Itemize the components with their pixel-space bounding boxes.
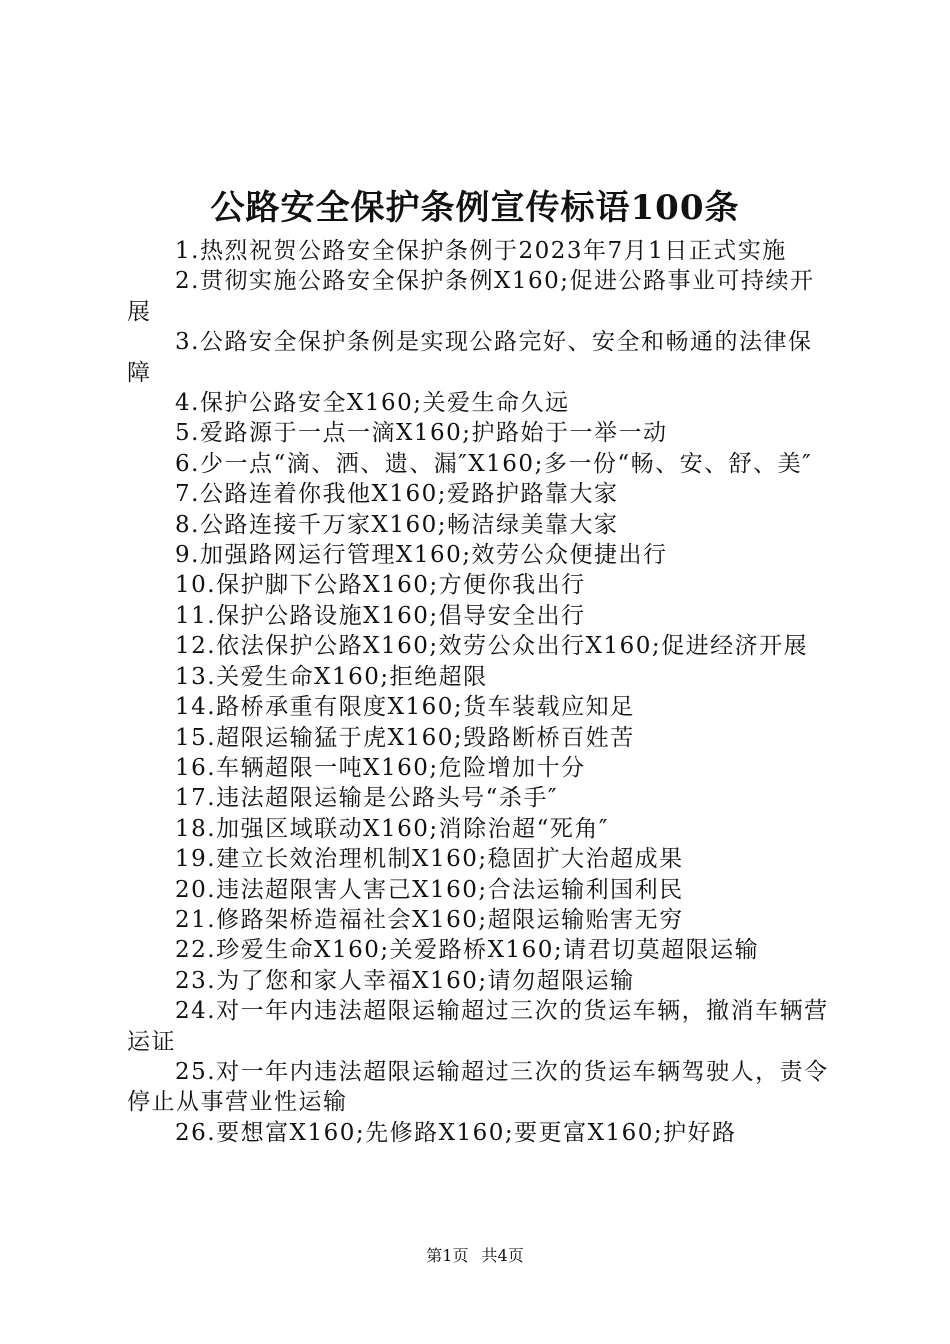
- list-item: 3.公路安全保护条例是实现公路完好、安全和畅通的法律保障: [127, 329, 813, 386]
- list-item: 5.爱路源于一点一滴X160;护路始于一举一动: [175, 420, 668, 447]
- list-item: 25.对一年内违法超限运输超过三次的货运车辆驾驶人，责令停止从事营业性运输: [127, 1058, 829, 1116]
- slogan-list: [127, 236, 833, 1148]
- list-item: 9.加强路网运行管理X160;效劳公众便捷出行: [175, 542, 668, 569]
- list-item: 11.保护公路设施X160;倡导安全出行: [175, 602, 586, 629]
- list-item: 20.违法超限害人害己X160;合法运输利国利民: [175, 876, 684, 903]
- list-item: 2.贯彻实施公路安全保护条例X160;促进公路事业可持续开展: [127, 268, 815, 325]
- list-item: 4.保护公路安全X160;关爱生命久远: [175, 390, 570, 417]
- list-item: 26.要想富X160;先修路X160;要更富X160;护好路: [175, 1119, 737, 1146]
- list-item: 15.超限运输猛于虎X160;毁路断桥百姓苦: [175, 724, 635, 751]
- list-item: 7.公路连着你我他X160;爱路护路靠大家: [175, 481, 619, 508]
- list-item: 13.关爱生命X160;拒绝超限: [175, 663, 488, 690]
- page-title: 公路安全保护条例宣传标语100条: [210, 188, 740, 228]
- page-total: 共4页: [481, 1246, 524, 1265]
- list-item: 12.依法保护公路X160;效劳公众出行X160;促进经济开展: [175, 633, 809, 660]
- list-item: 8.公路连接千万家X160;畅洁绿美靠大家: [175, 511, 619, 538]
- page-number: 第1页: [426, 1246, 469, 1265]
- list-item: 14.路桥承重有限度X160;货车装载应知足: [175, 694, 635, 721]
- list-item: 24.对一年内违法超限运输超过三次的货运车辆，撤消车辆营运证: [127, 998, 829, 1055]
- list-item: 18.加强区域联动X160;消除治超“死角″: [175, 815, 609, 842]
- list-item: 21.修路架桥造福社会X160;超限运输贻害无穷: [175, 906, 684, 933]
- list-item: 19.建立长效治理机制X160;稳固扩大治超成果: [175, 846, 684, 873]
- list-item: 10.保护脚下公路X160;方便你我出行: [175, 572, 586, 599]
- list-item: 22.珍爱生命X160;关爱路桥X160;请君切莫超限运输: [175, 937, 760, 964]
- list-item: 17.违法超限运输是公路头号“杀手″: [175, 785, 558, 812]
- page-footer: [0, 1246, 950, 1266]
- list-item: 16.车辆超限一吨X160;危险增加十分: [175, 754, 586, 781]
- list-item: 6.少一点“滴、洒、遗、漏″X160;多一份“畅、安、舒、美″: [175, 450, 813, 477]
- list-item: 1.热烈祝贺公路安全保护条例于2023年7月1日正式实施: [175, 238, 787, 264]
- list-item: 23.为了您和家人幸福X160;请勿超限运输: [175, 967, 635, 994]
